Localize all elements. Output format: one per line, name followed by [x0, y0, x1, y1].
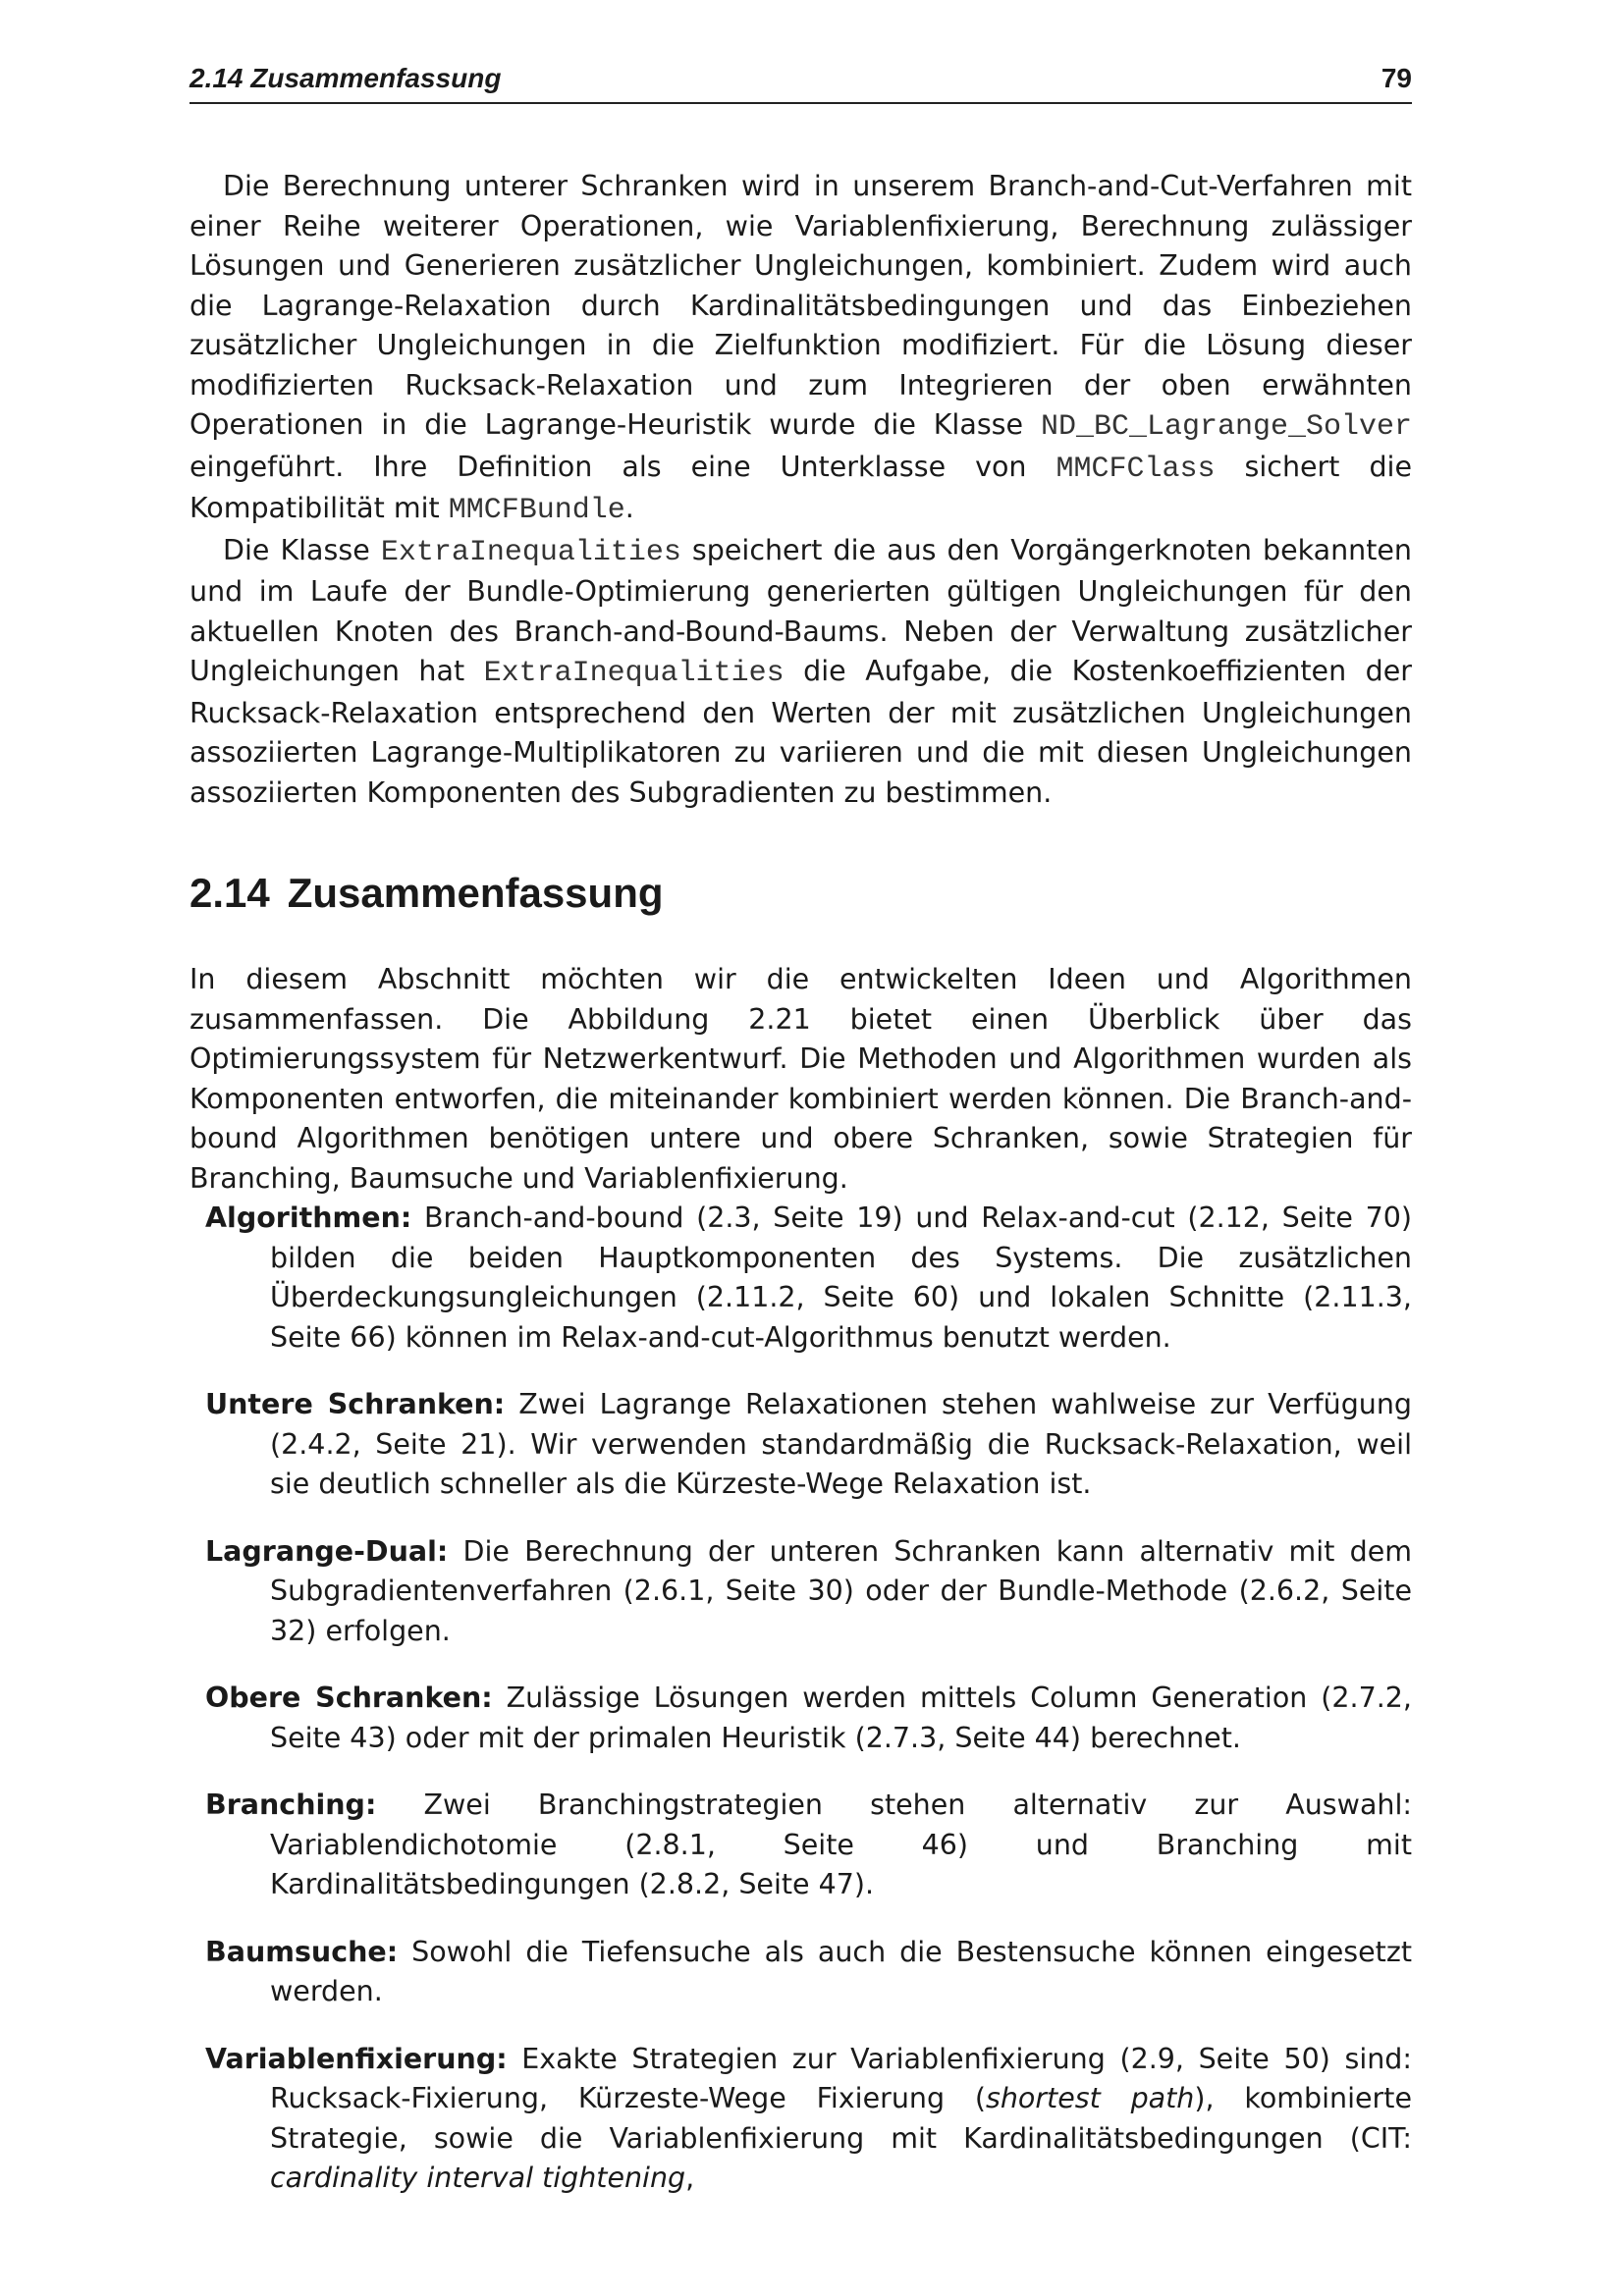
- running-header: [189, 63, 1412, 104]
- text-run: .: [624, 492, 634, 524]
- text-run: Die Klasse: [223, 533, 381, 566]
- text-run: Die Berechnung der unteren Schranken kann alternativ mit dem Subgradientenverfahren (2.6.1, Seite 30) oder der Bundle-Methode (2.6.2, Seite 32) erfolgen.: [270, 1534, 1412, 1647]
- section-heading: [189, 870, 1412, 917]
- text-run: Sowohl die Tiefensuche als auch die Bestensuche können eingesetzt werden.: [270, 1935, 1412, 2007]
- text-run: Branch-and-bound (2.3, Seite 19) und Relax-and-cut (2.12, Seite 70) bilden die beiden Hauptkomponenten des Systems. Die zusätzlichen Überdeckungsungleichungen (2.11.2, Seite 60) und lokalen Schnitte (2.11.3, Seite 66) können im Relax-and-cut-Algorithmus benutzt werden.: [270, 1201, 1412, 1354]
- summary-item: [205, 2040, 1412, 2199]
- summary-item-term: Variablenfixierung:: [205, 2042, 508, 2075]
- summary-item: [205, 1385, 1412, 1505]
- text-run: die Aufgabe, die Kostenkoeffizienten der Rucksack-Relaxation entsprechend den Werten der mit zusätzlichen Ungleichungen assoziierten Lagrange-Multiplikatoren zu variieren und die mit diesen Ungleichungen assoziierten Komponenten des Subgradienten zu bestimmen.: [189, 655, 1412, 809]
- summary-item-term: Lagrange-Dual:: [205, 1534, 449, 1568]
- summary-item: [205, 1199, 1412, 1358]
- body-paragraph: [189, 531, 1412, 814]
- summary-list: [189, 1199, 1412, 2199]
- code-identifier: MMCFClass: [1056, 452, 1216, 486]
- main-text: [189, 167, 1412, 2226]
- code-identifier: MMCFBundle: [448, 494, 625, 527]
- text-run: Zwei Lagrange Relaxationen stehen wahlweise zur Verfügung (2.4.2, Seite 21). Wir verwenden standardmäßig die Rucksack-Relaxation, weil sie deutlich schneller als die Kürzeste-Wege Relaxation ist.: [270, 1388, 1413, 1500]
- text-run: Exakte Strategien zur Variablenfixierung (2.9, Seite 50) sind: Rucksack-Fixierung, Kürzeste-Wege Fixierung (: [270, 2042, 1412, 2114]
- summary-item-term: Untere Schranken:: [205, 1388, 506, 1420]
- text-run: Zulässige Lösungen werden mittels Column Generation (2.7.2, Seite 43) oder mit der primalen Heuristik (2.7.3, Seite 44) berechnet.: [270, 1682, 1412, 1754]
- text-run: sichert die Kompatibilität mit: [189, 450, 1412, 524]
- text-run: Die Berechnung unterer Schranken wird in unserem Branch-and-Cut-Verfahren mit einer Reihe weiterer Operationen, wie Variablenfixierung, Berechnung zulässiger Lösungen und Generieren zusätzlicher Ungleichungen, kombiniert. Zudem wird auch die Lagrange-Relaxation durch Kardinalitätsbedingungen und das Einbeziehen zusätzlicher Ungleichungen in die Zielfunktion modifiziert. Für die Lösung dieser modifizierten Rucksack-Relaxation und zum Integrieren der oben erwähnten Operationen in die Lagrange-Heuristik wurde die Klasse: [189, 170, 1412, 441]
- page-number: 79: [1380, 63, 1412, 93]
- header-section-title: 2.14 Zusammenfassung: [189, 63, 502, 93]
- summary-item: [205, 1532, 1412, 1652]
- text-run: Zwei Branchingstrategien stehen alternativ zur Auswahl: Variablendichotomie (2.8.1, Seite 46) und Branching mit Kardinalitätsbedingungen (2.8.2, Seite 47).: [270, 1789, 1412, 1900]
- summary-item: [205, 1679, 1412, 1758]
- emphasis-text: shortest path: [985, 2082, 1195, 2114]
- summary-item-term: Baumsuche:: [205, 1935, 399, 1968]
- summary-item: [205, 1933, 1412, 2012]
- text-run: speichert die aus den Vorgängerknoten bekannten und im Laufe der Bundle-Optimierung generierten gültigen Ungleichungen für den aktuellen Knoten des Branch-and-Bound-Baums. Neben der Verwaltung zusätzlicher Ungleichungen hat: [189, 533, 1412, 687]
- summary-item-term: Branching:: [205, 1789, 377, 1821]
- summary-item-term: Algorithmen:: [205, 1201, 412, 1234]
- code-identifier: ExtraInequalities: [380, 535, 681, 569]
- code-identifier: ExtraInequalities: [483, 657, 785, 690]
- text-run: ,: [685, 2162, 695, 2194]
- code-identifier: ND_BC_Lagrange_Solver: [1040, 410, 1412, 444]
- section-number: 2.14: [189, 870, 270, 916]
- body-paragraph: [189, 167, 1412, 531]
- section-intro-paragraph: In diesem Abschnitt möchten wir die entwickelten Ideen und Algorithmen zusammenfassen. Die Abbildung 2.21 bietet einen Überblick über das Optimierungssystem für Netzwerkentwurf. Die Methoden und Algorithmen wurden als Komponenten entworfen, die miteinander kombiniert werden können. Die Branch-and-bound Algorithmen benötigen untere und obere Schranken, sowie Strategien für Branching, Baumsuche und Variablenfixierung.: [189, 963, 1412, 1195]
- summary-item: [205, 1786, 1412, 1905]
- section-title: Zusammenfassung: [287, 870, 664, 916]
- emphasis-text: cardinality interval tightening: [270, 2162, 686, 2194]
- text-run: eingeführt. Ihre Definition als eine Unterklasse von: [189, 450, 1056, 483]
- summary-item-term: Obere Schranken:: [205, 1682, 493, 1714]
- text-run: ), kombinierte Strategie, sowie die Variablenfixierung mit Kardinalitätsbedingungen (CIT:: [270, 2082, 1412, 2155]
- intro-paragraphs: [189, 167, 1412, 813]
